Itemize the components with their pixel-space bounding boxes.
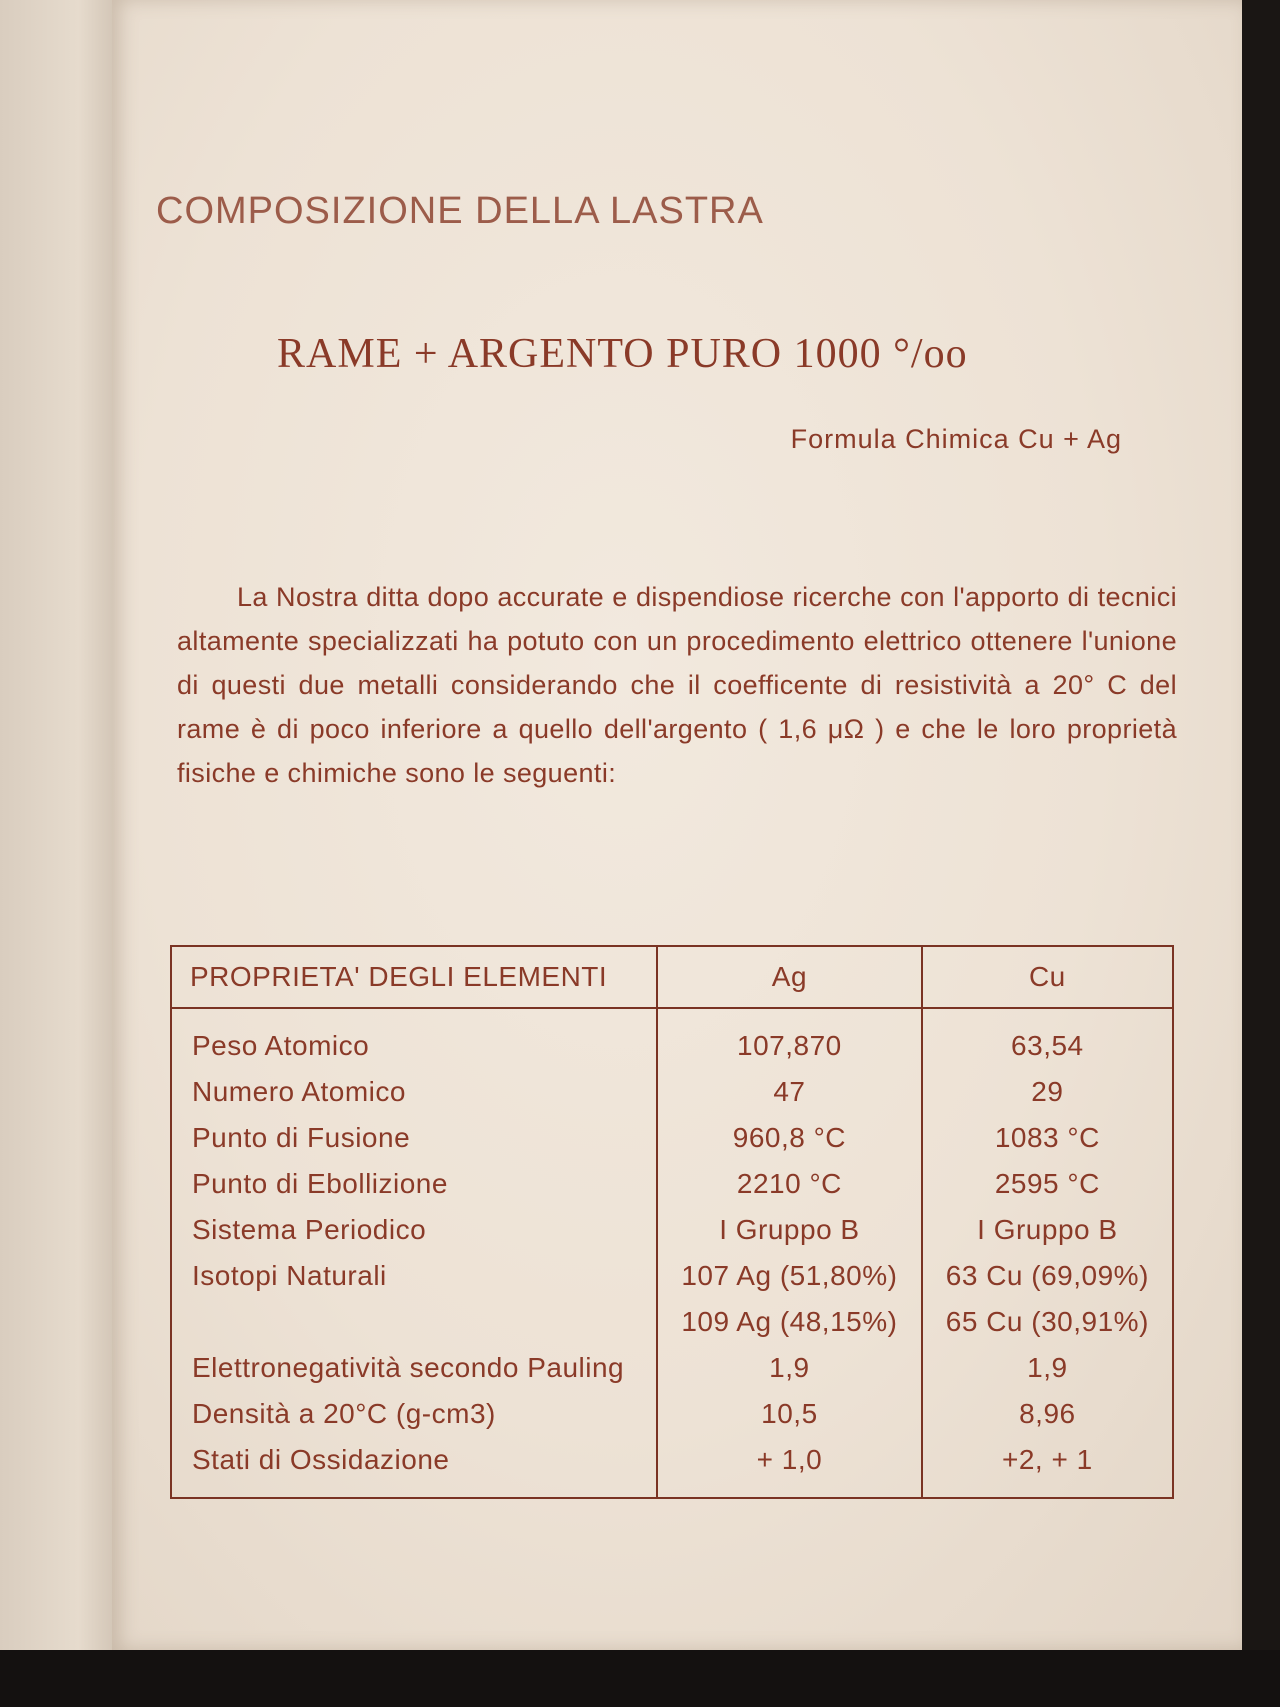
property-name: Stati di Ossidazione [192,1444,450,1475]
ag-value: 1,9 [657,1345,922,1391]
background-surface [0,1650,1280,1707]
ag-value: 47 [657,1069,922,1115]
property-name: Punto di Ebollizione [192,1168,448,1199]
property-name: Elettronegatività secondo Pauling [192,1352,625,1383]
intro-paragraph: La Nostra ditta dopo accurate e dispendiose ricerche con l'apporto di tecnici altamente specializzati ha potuto con un procedimento elettrico ottenere l'unione di questi due metalli considerando che il coefficente di resistività a 20° C del rame è di poco inferiore a quello dell'argento ( 1,6 μΩ ) e che le loro proprietà fisiche e chimiche sono le seguenti: [177,582,1177,788]
table-row [171,1161,1173,1207]
chemical-formula: Formula Chimica Cu + Ag [790,424,1122,454]
cu-value: 2595 °C [922,1161,1173,1207]
page-heading: COMPOSIZIONE DELLA LASTRA [156,190,764,232]
property-name: Sistema Periodico [192,1214,427,1245]
table-row [171,1115,1173,1161]
cu-value: 65 Cu (30,91%) [922,1299,1173,1345]
header-ag: Ag [657,946,922,1008]
property-name: Densità a 20°C (g-cm3) [192,1398,496,1429]
cu-value: +2, + 1 [922,1437,1173,1498]
ag-value: 107,870 [657,1008,922,1069]
property-name: Numero Atomico [192,1076,406,1107]
table-header-row [171,946,1173,1008]
ag-value: 107 Ag (51,80%) [657,1253,922,1299]
ag-value: 2210 °C [657,1161,922,1207]
cu-value: I Gruppo B [922,1207,1173,1253]
document-page [112,0,1242,1650]
property-name: Punto di Fusione [192,1122,411,1153]
cu-value: 63,54 [922,1008,1173,1069]
table-row [171,1299,1173,1345]
table-row [171,1437,1173,1498]
ag-value: 960,8 °C [657,1115,922,1161]
cu-value: 29 [922,1069,1173,1115]
ag-value: 109 Ag (48,15%) [657,1299,922,1345]
composition-title: RAME + ARGENTO PURO 1000 °/oo [277,331,968,377]
table-row [171,1207,1173,1253]
properties-table [170,945,1174,1499]
property-name: Isotopi Naturali [192,1260,387,1291]
cu-value: 1083 °C [922,1115,1173,1161]
table-row [171,1008,1173,1069]
ag-value: I Gruppo B [657,1207,922,1253]
header-property: PROPRIETA' DEGLI ELEMENTI [171,946,657,1008]
property-name [171,1299,657,1345]
table-row [171,1069,1173,1115]
cu-value: 8,96 [922,1391,1173,1437]
table-row [171,1345,1173,1391]
table-row [171,1391,1173,1437]
ag-value: + 1,0 [657,1437,922,1498]
facing-page [0,0,113,1650]
property-name: Peso Atomico [192,1030,370,1061]
cu-value: 1,9 [922,1345,1173,1391]
cu-value: 63 Cu (69,09%) [922,1253,1173,1299]
ag-value: 10,5 [657,1391,922,1437]
table-row [171,1253,1173,1299]
header-cu: Cu [922,946,1173,1008]
